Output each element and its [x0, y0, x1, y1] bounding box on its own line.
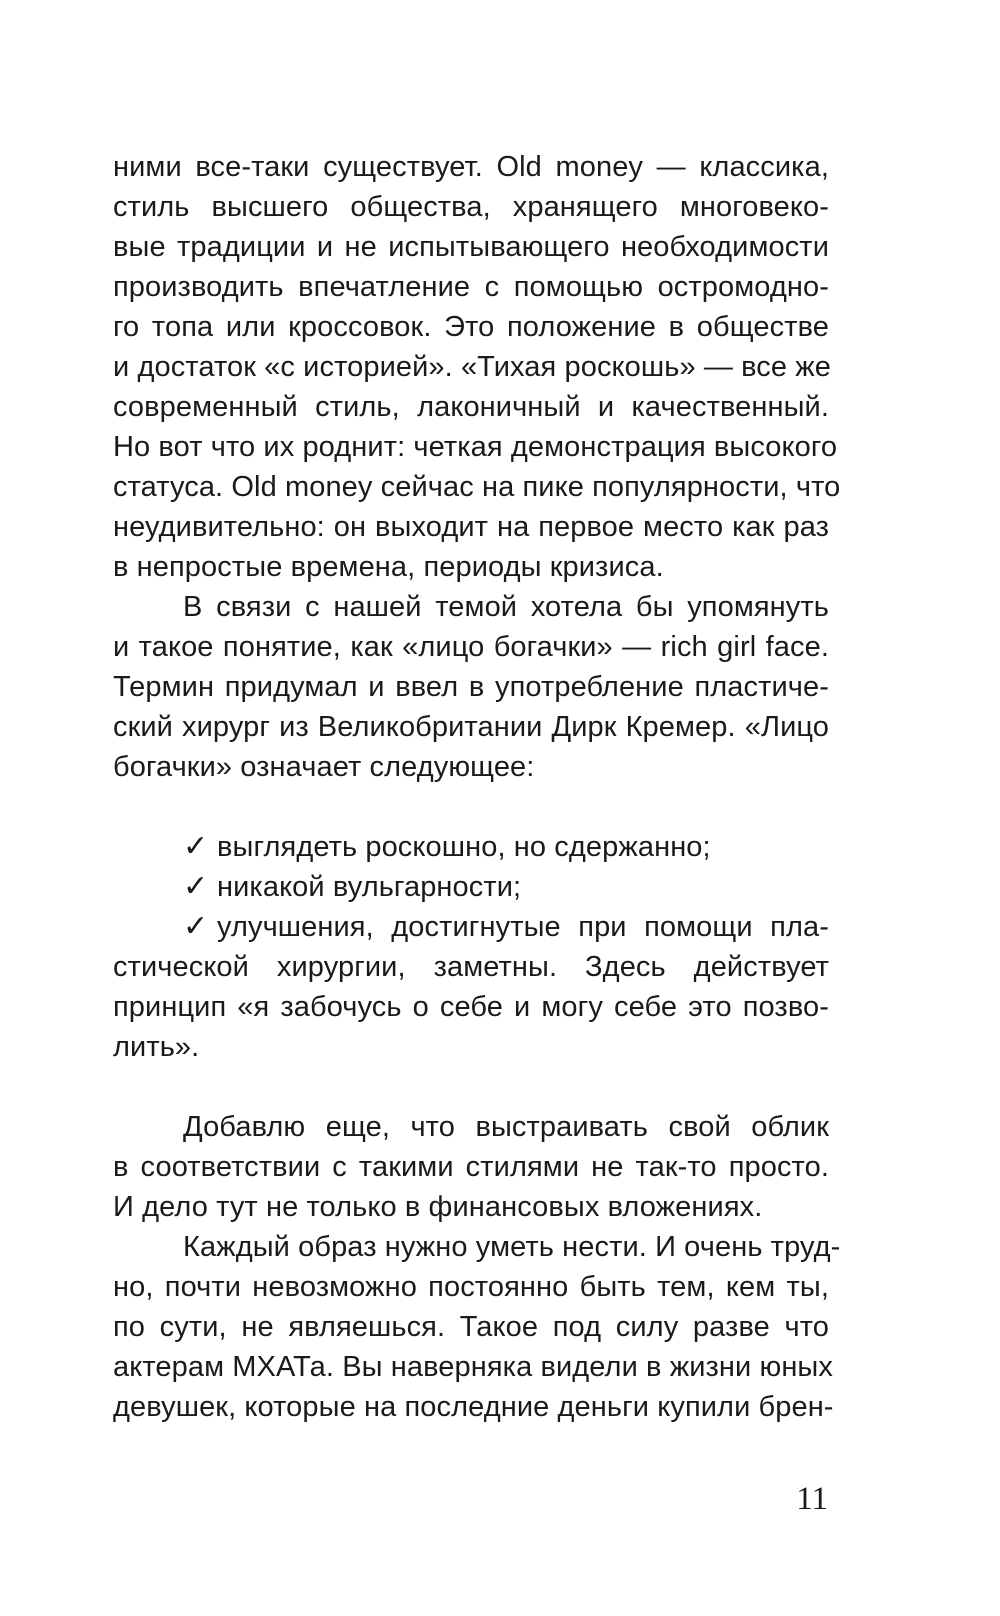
text-line: девушек, которые на последние деньги купили брен- — [113, 1391, 834, 1423]
text-line: лить». — [113, 1031, 200, 1063]
bullet-item — [183, 867, 829, 907]
text-line: статуса. Old money сейчас на пике популярности, что — [113, 471, 841, 503]
text-line: Но вот что их роднит: четкая демонстрация высокого — [113, 431, 838, 463]
text-line: го топа или кроссовок. Это положение в обществе — [113, 311, 829, 343]
text-line: ними все-таки существует. Old money — классика, — [113, 151, 829, 183]
text-line: И дело тут не только в финансовых вложениях. — [113, 1191, 763, 1223]
text-line: актерам МХАТа. Вы наверняка видели в жизни юных — [113, 1351, 833, 1383]
text-line: по сути, не являешься. Такое под силу разве что — [113, 1311, 829, 1343]
text-line: в соответствии с такими стилями не так-то просто. — [113, 1151, 829, 1183]
text-line: ский хирург из Великобритании Дирк Кремер. «Лицо — [113, 711, 829, 743]
text-line: неудивительно: он выходит на первое место как раз — [113, 511, 829, 543]
check-icon: ✓ — [183, 830, 209, 863]
bullet-text: выглядеть роскошно, но сдержанно; — [217, 831, 711, 863]
text-line: В связи с нашей темой хотела бы упомянуть — [183, 591, 829, 623]
text-line: стической хирургии, заметны. Здесь действует — [113, 951, 829, 983]
text-line: вые традиции и не испытывающего необходимости — [113, 231, 829, 263]
text-line: Каждый образ нужно уметь нести. И очень труд- — [183, 1231, 841, 1263]
text-line: и достаток «с историей». «Тихая роскошь» — все же — [113, 351, 831, 383]
check-icon: ✓ — [183, 910, 209, 943]
bullet-text: никакой вульгарности; — [217, 871, 522, 903]
text-line: но, почти невозможно постоянно быть тем, кем ты, — [113, 1271, 829, 1303]
text-line: и такое понятие, как «лицо богачки» — rich girl face. — [113, 631, 829, 663]
bullet-item — [183, 827, 829, 867]
text-line: принцип «я забочусь о себе и могу себе это позво- — [113, 991, 829, 1023]
text-line: современный стиль, лаконичный и качественный. — [113, 391, 829, 423]
text-line: производить впечатление с помощью остромодно- — [113, 271, 829, 303]
page-number: 11 — [796, 1481, 828, 1517]
text-line: Добавлю еще, что выстраивать свой облик — [183, 1111, 829, 1143]
text-line: в непростые времена, периоды кризиса. — [113, 551, 664, 583]
check-icon: ✓ — [183, 870, 209, 903]
text-line: богачки» означает следующее: — [113, 751, 535, 783]
text-line: Термин придумал и ввел в употребление пластиче- — [113, 671, 829, 703]
text-line: стиль высшего общества, хранящего многовеко- — [113, 191, 829, 223]
bullet-item — [183, 907, 829, 947]
bullet-text: улучшения, достигнутые при помощи пла- — [217, 911, 829, 943]
